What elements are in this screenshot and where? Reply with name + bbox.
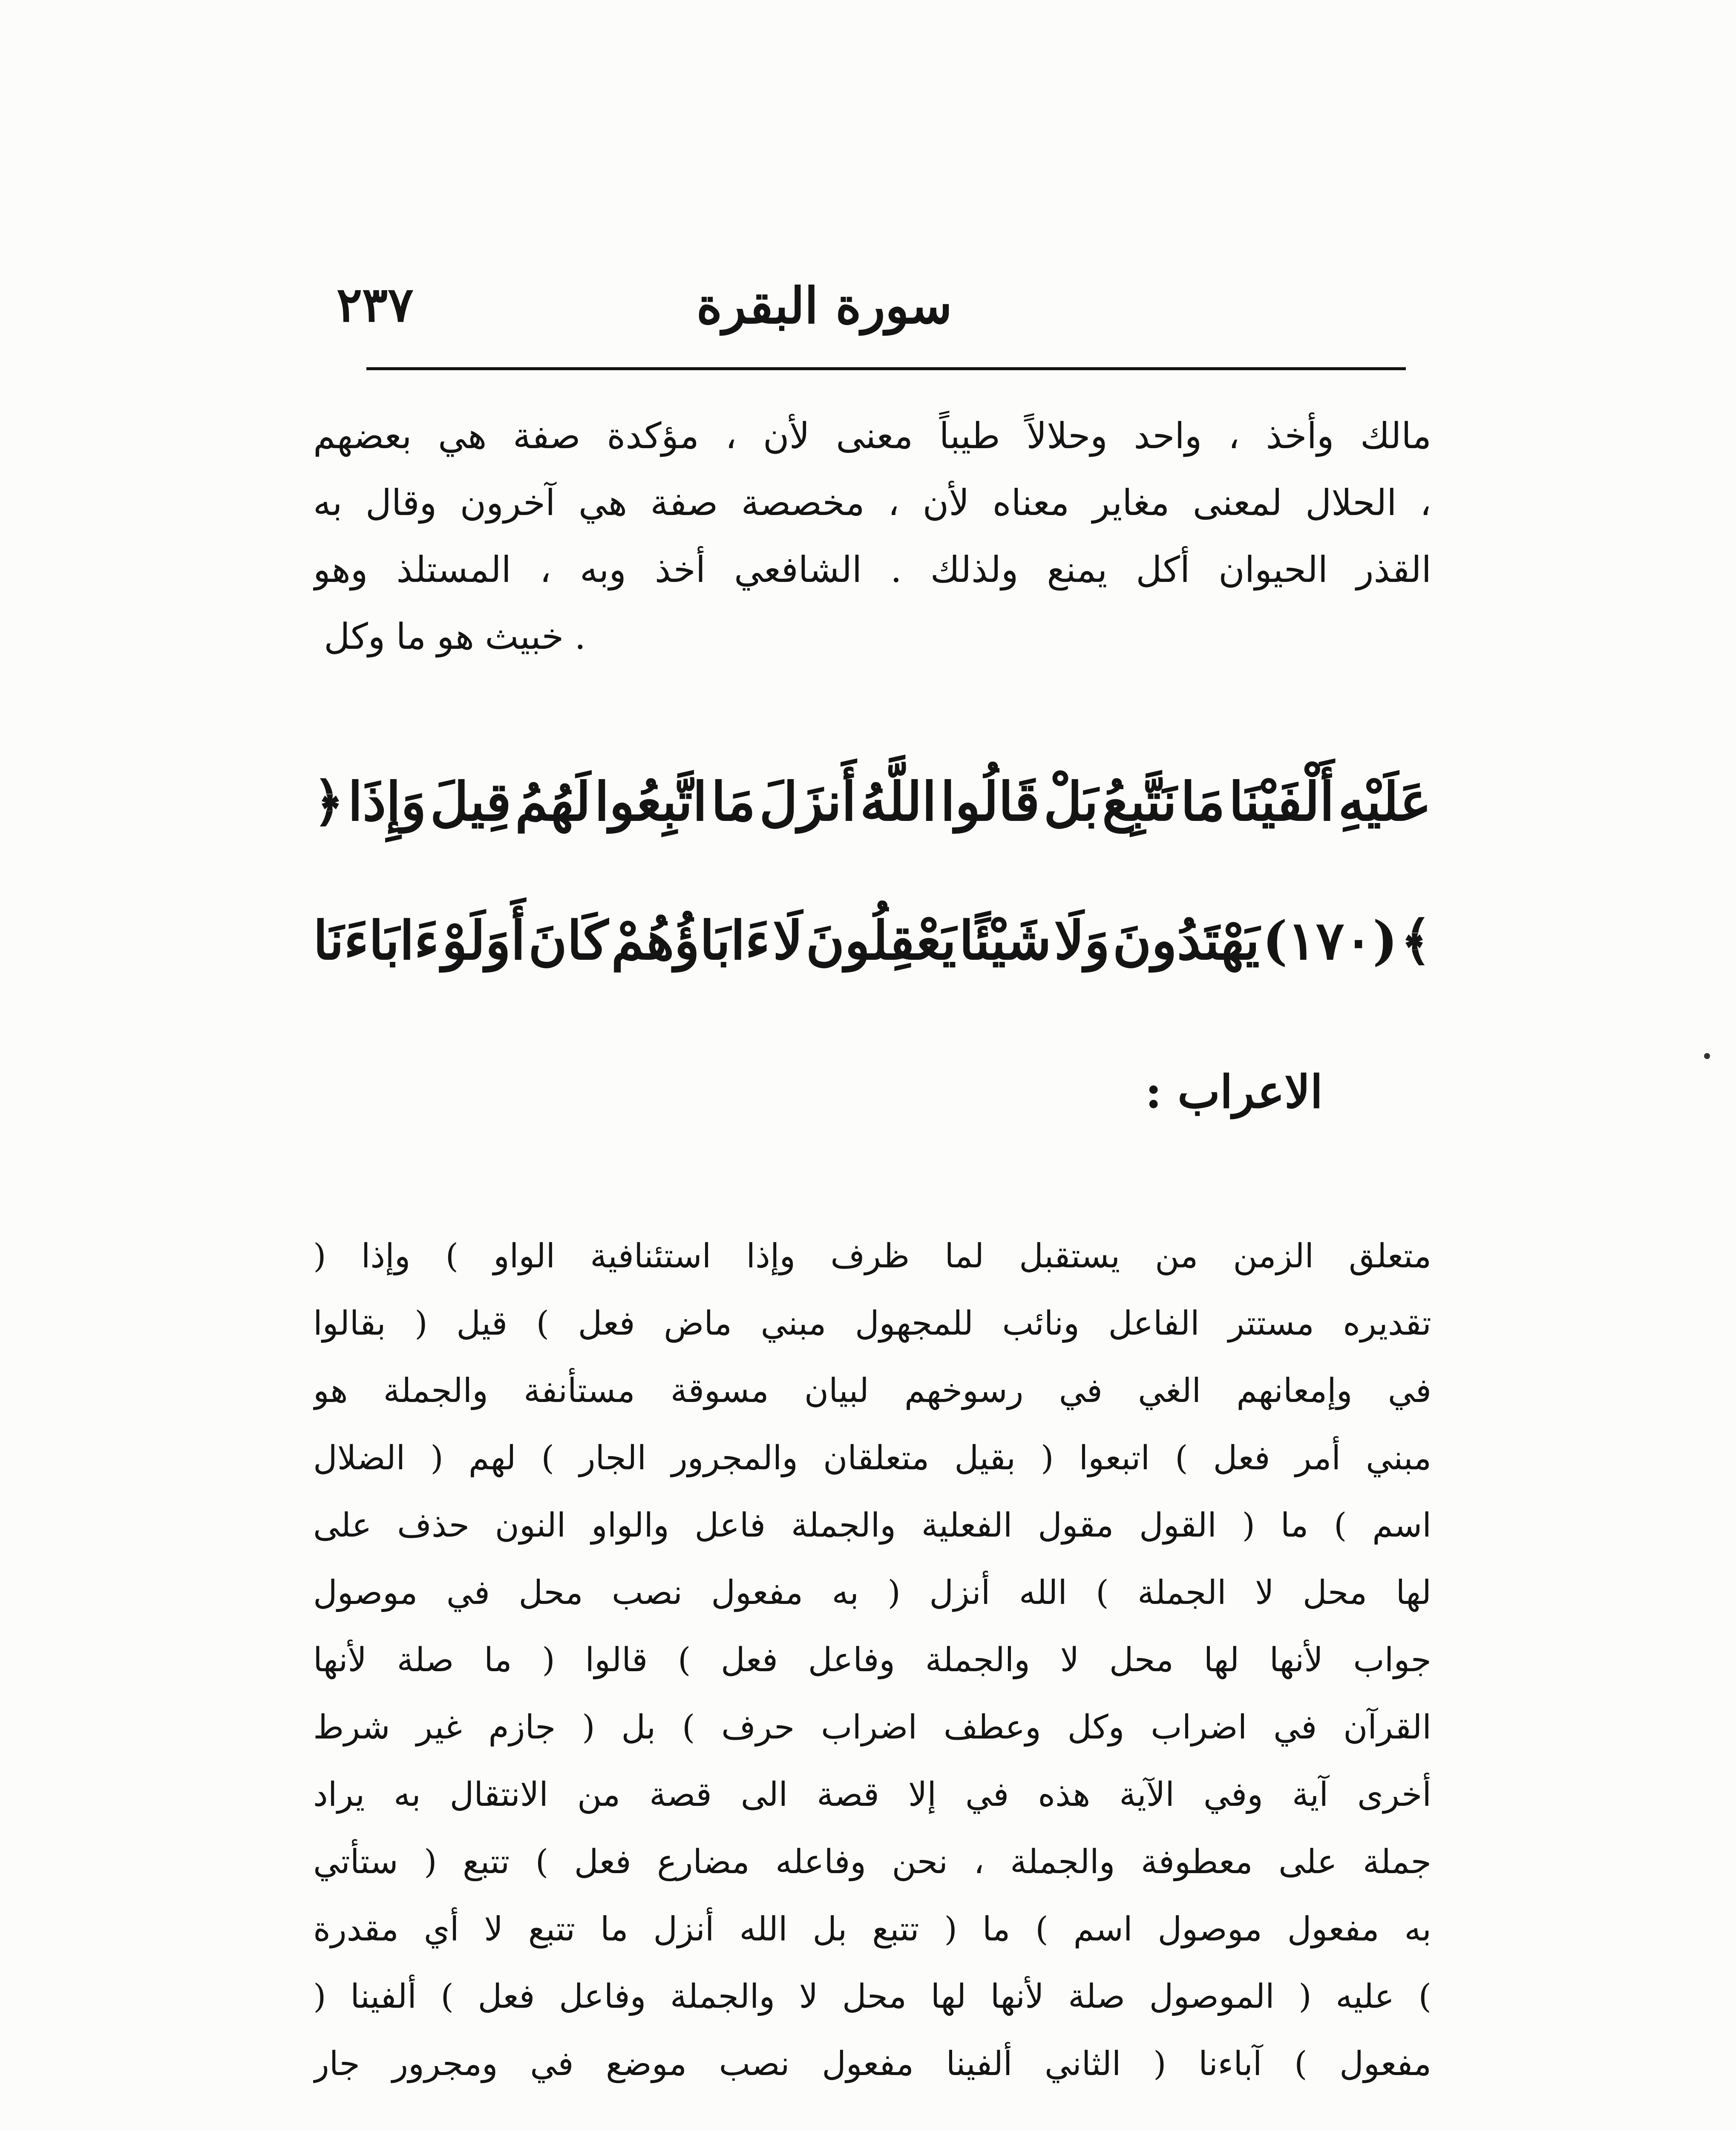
text-run: ( <box>430 1439 443 1477</box>
text-run: بل <box>621 1708 656 1747</box>
text-line <box>313 1896 1431 1963</box>
text-run: ) <box>677 1641 691 1679</box>
text-run: . <box>574 616 586 657</box>
text-run: ( <box>542 1641 555 1679</box>
text-run: أنزل <box>929 1574 990 1612</box>
text-run: لا <box>1060 1641 1080 1679</box>
text-run: ظرف <box>830 1237 910 1275</box>
text-run: في <box>965 1776 1009 1814</box>
text-run: هي <box>578 482 628 524</box>
text-run: معطوفة <box>1140 1843 1253 1881</box>
text-run: لها <box>930 1977 967 2016</box>
text-run: ، <box>539 549 552 590</box>
text-run: اتبعوا <box>1079 1439 1150 1477</box>
text-run: أَوَلَوْ <box>442 910 526 972</box>
text-run: ألفينا <box>350 1977 417 2016</box>
text-run: تتبع <box>463 1843 510 1881</box>
text-run: نصب <box>719 2045 790 2083</box>
text-run: أَنزَلَ <box>759 771 856 833</box>
text-run: اضراب <box>821 1708 918 1747</box>
text-run: تتبع <box>528 1910 576 1949</box>
text-run: مفعول <box>822 2045 914 2083</box>
text-run: وإذا <box>746 1237 796 1275</box>
text-run: هو <box>437 616 475 657</box>
text-run: قيل <box>456 1304 508 1343</box>
text-run: ماض <box>664 1304 732 1343</box>
text-run: نَتَّبِعُ <box>1102 771 1177 833</box>
text-line <box>313 536 1431 603</box>
text-run: موصول <box>313 1574 418 1612</box>
text-line <box>313 2030 1431 2098</box>
text-run: ما <box>484 1641 512 1679</box>
text-run: ءَابَاؤُهُمْ <box>611 910 770 972</box>
text-run: أنزل <box>653 1910 714 1949</box>
text-run: الغي <box>1138 1372 1201 1410</box>
text-run: وإذا <box>361 1237 411 1275</box>
text-run: أمر <box>1295 1439 1341 1477</box>
text-run: مَا <box>711 771 756 833</box>
text-run: قالوا <box>585 1641 648 1679</box>
text-run: ) <box>541 1439 554 1477</box>
text-line <box>313 603 1431 670</box>
text-run: تتبع <box>872 1910 919 1949</box>
text-run: وفاعل <box>808 1641 895 1679</box>
grammar-analysis <box>313 1223 1431 2098</box>
text-run: على <box>313 1506 372 1545</box>
text-run: مبني <box>1366 1439 1431 1477</box>
text-run: واحد <box>1134 415 1202 457</box>
text-run: آخرون <box>460 482 556 524</box>
text-run: محل <box>518 1574 583 1612</box>
text-run: ( <box>944 1910 957 1949</box>
text-run: ( <box>1242 1506 1255 1545</box>
text-run: الجار <box>579 1439 647 1477</box>
text-run: ) <box>1175 1439 1188 1477</box>
section-heading: الاعراب : <box>1145 1065 1323 1118</box>
text-run: القرآن <box>1343 1708 1431 1747</box>
text-run: لها <box>1396 1574 1431 1612</box>
text-run: لأنها <box>990 1977 1044 2016</box>
text-run: أي <box>423 1910 459 1949</box>
text-line <box>313 1223 1431 1290</box>
text-run: وكل <box>324 616 386 657</box>
text-run: طيباً <box>939 415 1000 457</box>
text-run: موضع <box>606 2045 687 2083</box>
text-run: المستلذ <box>396 549 511 590</box>
text-run: القذر <box>1356 549 1431 590</box>
text-run: وبه <box>579 549 626 590</box>
text-run: ونائب <box>1002 1304 1080 1343</box>
text-run: فعل <box>478 1977 535 2016</box>
text-run: موصول <box>1157 1910 1262 1949</box>
text-run: وقال <box>365 482 437 524</box>
text-run: الضلال <box>313 1439 406 1477</box>
text-run: مؤكدة <box>607 415 699 457</box>
header-divider <box>366 367 1406 370</box>
text-run: فعل <box>574 1843 631 1881</box>
text-run: ، <box>888 482 900 524</box>
text-run: ﴾ <box>1400 910 1431 972</box>
text-run: مبني <box>760 1304 826 1343</box>
text-run: الواو <box>493 1237 556 1275</box>
text-run: محل <box>1302 1574 1367 1612</box>
text-run: على <box>1278 1843 1337 1881</box>
text-run: جواب <box>1353 1641 1431 1679</box>
text-run: عليه <box>1336 1977 1394 2016</box>
text-run: من <box>577 1776 621 1814</box>
text-run: الزمن <box>1233 1237 1314 1275</box>
text-run: الحيوان <box>1218 549 1328 590</box>
text-run: فعل <box>721 1641 778 1679</box>
text-run: ( <box>1153 2045 1166 2083</box>
text-line <box>313 1290 1431 1357</box>
text-run: في <box>1388 1372 1431 1410</box>
verse-line <box>313 872 1431 1010</box>
text-run: الآية <box>1119 1776 1175 1814</box>
text-run: ( <box>1298 1977 1312 2016</box>
text-run: ) <box>682 1708 695 1747</box>
text-run: به <box>1404 1910 1431 1949</box>
text-run: فعل <box>1213 1439 1270 1477</box>
text-run: للمجهول <box>855 1304 973 1343</box>
text-run: ( <box>1041 1439 1054 1477</box>
text-run: مَا <box>1180 771 1225 833</box>
text-run: ( <box>313 1237 326 1275</box>
quran-verse <box>313 733 1431 1010</box>
text-line <box>313 1963 1431 2030</box>
text-run: بقيل <box>954 1439 1016 1477</box>
text-run: ما <box>1280 1506 1309 1545</box>
text-run: والجملة <box>1010 1843 1115 1881</box>
text-run: ) <box>1294 2045 1307 2083</box>
text-run: وهو <box>313 549 368 590</box>
text-run: هي <box>438 415 487 457</box>
text-run: الله <box>739 1910 788 1949</box>
text-run: لمعنى <box>1192 482 1282 524</box>
text-run: وكل <box>1067 1708 1125 1747</box>
text-run: النون <box>495 1506 566 1545</box>
text-run: والمجرور <box>671 1439 798 1477</box>
text-line <box>313 1559 1431 1626</box>
text-run: في <box>530 2045 574 2083</box>
text-run: القول <box>1139 1506 1217 1545</box>
text-run: ( <box>415 1304 428 1343</box>
text-run: ، <box>1419 482 1431 524</box>
text-run: ستأتي <box>313 1843 398 1881</box>
text-run: يمنع <box>1047 549 1108 590</box>
text-run: اسم <box>1372 1506 1431 1545</box>
text-run: استئنافية <box>590 1237 711 1275</box>
text-run: اضراب <box>1151 1708 1247 1747</box>
text-run: الله <box>1019 1574 1067 1612</box>
text-run: تقديره <box>1343 1304 1431 1343</box>
text-run: ومجرور <box>392 2045 498 2083</box>
text-run: وفاعل <box>559 1977 646 2016</box>
text-run: مسوقة <box>670 1372 769 1410</box>
text-run: شرط <box>313 1708 390 1747</box>
text-run: الثاني <box>1045 2045 1121 2083</box>
text-run: والجملة <box>925 1641 1030 1679</box>
text-run: وفاعله <box>775 1843 867 1881</box>
text-run: عَلَيْهِ <box>1338 771 1431 833</box>
text-run: أخرى <box>1357 1776 1431 1814</box>
text-run: الموصول <box>1149 1977 1275 2016</box>
text-run: ءَابَاءَنَا <box>313 910 439 972</box>
text-run: مفعول <box>1287 1910 1379 1949</box>
text-run: يَهْتَدُونَ <box>1112 910 1260 972</box>
text-run: آية <box>1292 1776 1329 1814</box>
text-run: ) <box>1333 1506 1347 1545</box>
text-run: والجملة <box>791 1506 896 1545</box>
text-run: ) <box>1418 1977 1431 2016</box>
text-run: قِيلَ <box>430 771 512 833</box>
text-run: بقالوا <box>313 1304 386 1343</box>
text-run: اتَّبِعُوا <box>594 771 708 833</box>
text-run: متعلق <box>1349 1237 1431 1275</box>
text-run: بعضهم <box>313 415 412 457</box>
text-run: لا <box>799 1977 818 2016</box>
text-line <box>313 1694 1431 1761</box>
text-run: في <box>446 1574 490 1612</box>
text-run: الجملة <box>1137 1574 1226 1612</box>
text-run: ولذلك <box>930 549 1019 590</box>
text-run: رسوخهم <box>904 1372 1024 1410</box>
text-run: فاعل <box>694 1506 766 1545</box>
text-run: وَإِذَا <box>348 771 426 833</box>
text-run: شَيْئًا <box>959 910 1051 972</box>
text-run: مستتر <box>1228 1304 1314 1343</box>
text-run: به <box>394 1776 421 1814</box>
text-run: والواو <box>591 1506 669 1545</box>
text-run: ( <box>424 1843 437 1881</box>
text-run: صفة <box>650 482 718 524</box>
text-run: أخذ <box>654 549 706 590</box>
text-run: ألفينا <box>946 2045 1013 2083</box>
text-run: هذه <box>1038 1776 1091 1814</box>
text-run: لأن <box>763 415 810 457</box>
margin-speck <box>1704 1053 1710 1059</box>
text-run: يَعْقِلُونَ <box>806 910 956 972</box>
text-line <box>313 1425 1431 1492</box>
text-run: وَلَا <box>1054 910 1110 972</box>
text-run: ( <box>582 1708 595 1747</box>
text-line <box>313 1626 1431 1694</box>
text-run: لا <box>484 1910 503 1949</box>
text-run: حرف <box>721 1708 795 1747</box>
text-run: أكل <box>1136 549 1190 590</box>
text-run: آباءنا <box>1198 2045 1262 2083</box>
text-run: أَلْفَيْنَا <box>1229 771 1335 833</box>
text-run: ( <box>313 1977 326 2016</box>
text-run: نحن <box>892 1843 948 1881</box>
text-run: به <box>832 1574 859 1612</box>
text-run: والجملة <box>670 1977 775 2016</box>
text-run: وفي <box>1203 1776 1263 1814</box>
text-run: هو <box>313 1372 348 1410</box>
text-run: والجملة <box>383 1372 488 1410</box>
text-run: قَالُوا <box>940 771 1040 833</box>
text-run: مقدرة <box>313 1910 399 1949</box>
text-run: مقول <box>1038 1506 1114 1545</box>
text-run: حذف <box>397 1506 470 1545</box>
text-run: ) <box>1035 1910 1048 1949</box>
text-run: محل <box>842 1977 907 2016</box>
text-run: جملة <box>1363 1843 1431 1881</box>
text-run: فعل <box>578 1304 635 1343</box>
text-run: ) <box>440 1977 454 2016</box>
text-run: مالك <box>1360 415 1431 457</box>
text-run: جازم <box>488 1708 556 1747</box>
text-run: لهم <box>468 1439 516 1477</box>
text-run: وإمعانهم <box>1236 1372 1353 1410</box>
verse-line <box>313 733 1431 872</box>
text-line <box>313 1828 1431 1896</box>
text-run: ﴿ <box>313 771 344 833</box>
text-run: صلة <box>397 1641 454 1679</box>
text-run: وأخذ <box>1266 415 1334 457</box>
text-run: صفة <box>512 415 581 457</box>
text-run: ) <box>536 1304 550 1343</box>
text-run: اللَّهُ <box>860 771 937 833</box>
text-run: وعطف <box>943 1708 1041 1747</box>
text-run: الى <box>740 1776 788 1814</box>
text-run: معنى <box>836 415 913 457</box>
text-run: وحلالاً <box>1026 415 1108 457</box>
text-run: . <box>890 549 902 590</box>
text-run: لما <box>944 1237 985 1275</box>
text-run: بَلْ <box>1043 771 1099 833</box>
text-run: (١٧٠) <box>1262 910 1398 972</box>
text-run: مستأنفة <box>524 1372 635 1410</box>
text-run: مفعول <box>1339 2045 1431 2083</box>
text-run: من <box>1155 1237 1198 1275</box>
text-line <box>313 403 1431 469</box>
text-run: ) <box>535 1843 549 1881</box>
page-header-title: سورة البقرة <box>696 277 952 335</box>
commentary-paragraph <box>313 403 1431 670</box>
text-run: ( <box>887 1574 901 1612</box>
text-run: ، <box>725 415 737 457</box>
text-run: لأنها <box>1269 1641 1323 1679</box>
text-run: مضارع <box>657 1843 750 1881</box>
text-run: قصة <box>649 1776 712 1814</box>
text-line <box>313 1492 1431 1559</box>
text-run: الحلال <box>1305 482 1397 524</box>
text-run: ، <box>973 1843 985 1881</box>
text-run: ما <box>982 1910 1011 1949</box>
text-run: لأن <box>922 482 970 524</box>
text-run: محل <box>1109 1641 1174 1679</box>
text-run: الشافعي <box>734 549 862 590</box>
text-run: جار <box>313 2045 360 2083</box>
text-run: إلا <box>908 1776 937 1814</box>
text-run: به <box>313 482 343 524</box>
text-run: لا <box>1255 1574 1274 1612</box>
text-run: يستقبل <box>1019 1237 1120 1275</box>
text-run: مفعول <box>711 1574 803 1612</box>
text-line <box>313 1357 1431 1425</box>
text-run: ) <box>1096 1574 1109 1612</box>
text-run: في <box>1273 1708 1317 1747</box>
text-run: مخصصة <box>741 482 865 524</box>
text-run: اسم <box>1073 1910 1133 1949</box>
text-run: معناه <box>992 482 1070 524</box>
text-run: قصة <box>817 1776 879 1814</box>
text-run: كَانَ <box>528 910 608 972</box>
text-run: خبيث <box>485 616 564 657</box>
text-line <box>313 1761 1431 1828</box>
text-run: ما <box>600 1910 628 1949</box>
text-run: صلة <box>1068 1977 1126 2016</box>
text-run: ، <box>1228 415 1240 457</box>
text-run: الانتقال <box>449 1776 548 1814</box>
text-run: ) <box>445 1237 458 1275</box>
text-run: يراد <box>313 1776 365 1814</box>
text-line <box>313 469 1431 536</box>
text-run: لبيان <box>804 1372 869 1410</box>
text-run: غير <box>416 1708 462 1747</box>
text-run: لَهُمُ <box>515 771 591 833</box>
page-number: ٢٣٧ <box>337 277 414 333</box>
text-run: لَا <box>773 910 803 972</box>
text-run: متعلقان <box>823 1439 930 1477</box>
text-run: نصب <box>612 1574 682 1612</box>
text-run: في <box>1059 1372 1103 1410</box>
text-run: مغاير <box>1092 482 1170 524</box>
text-run: لها <box>1203 1641 1240 1679</box>
text-run: الفعلية <box>921 1506 1013 1545</box>
text-run: بل <box>812 1910 847 1949</box>
text-run: ما <box>396 616 426 657</box>
text-run: لأنها <box>313 1641 367 1679</box>
text-run: الفاعل <box>1108 1304 1200 1343</box>
